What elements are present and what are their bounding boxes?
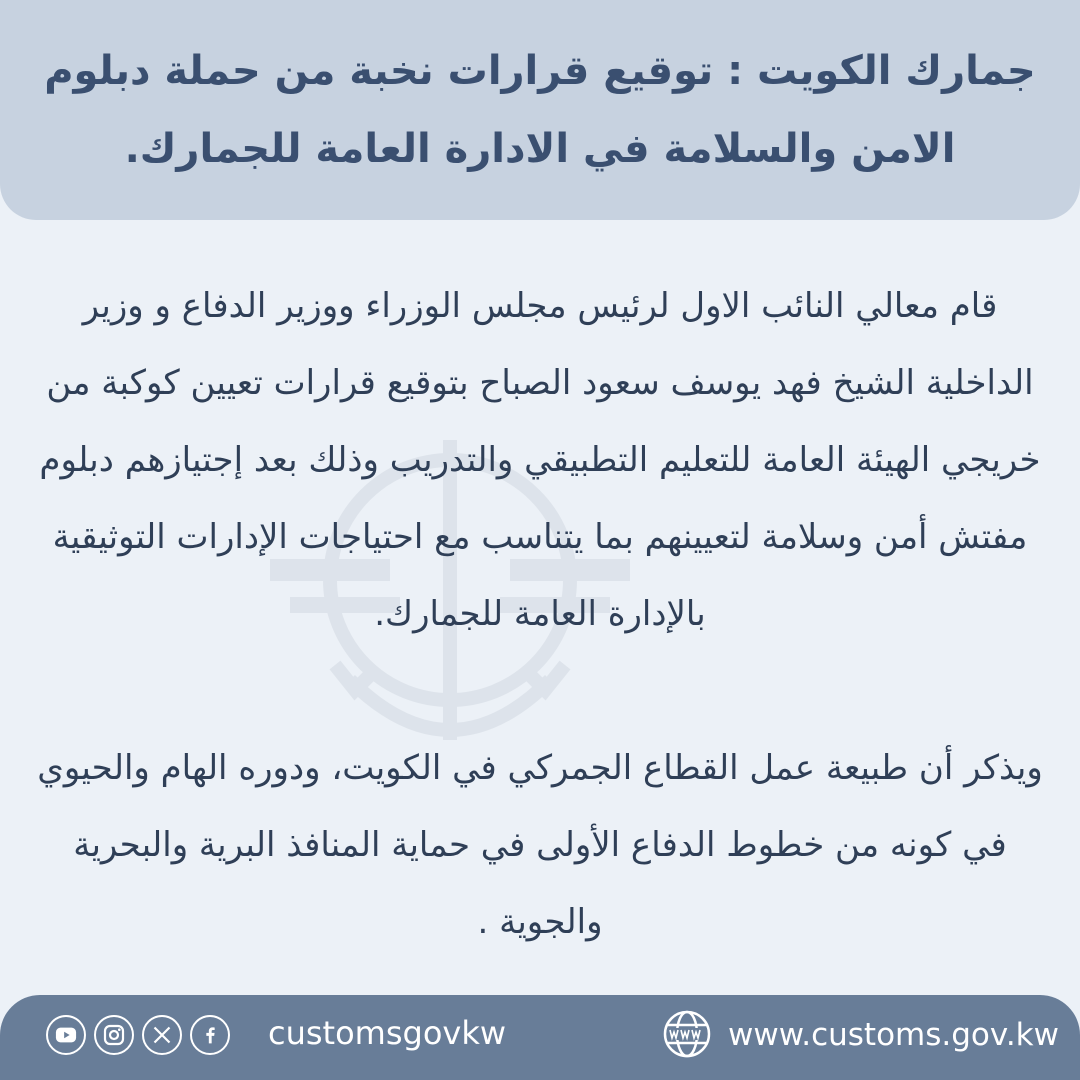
youtube-icon[interactable] [46,1015,86,1055]
social-handle[interactable]: customsgovkw [268,1014,507,1052]
social-links [46,1015,230,1055]
footer-bar [0,995,1080,1080]
article-body [30,268,1050,961]
article-paragraph: ويذكر أن طبيعة عمل القطاع الجمركي في الكويت، ودوره الهام والحيوي في كونه من خطوط الدفاع الأولى في حماية المنافذ البرية والبحرية والجوية . [37,748,1043,942]
article-paragraph: قام معالي النائب الاول لرئيس مجلس الوزراء ووزير الدفاع و وزير الداخلية الشيخ فهد يوسف سعود الصباح بتوقيع قرارات تعيين كوكبة من خريجي الهيئة العامة للتعليم التطبيقي والتدريب وذلك بعد إجتيازهم دبلوم مفتش أمن وسلامة لتعيينهم بما يتناسب مع احتياجات الإدارات التوثيقية بالإدارة العامة للجمارك. [39,286,1041,634]
globe-www-icon [662,1009,712,1059]
headline: جمارك الكويت : توقيع قرارات نخبة من حملة دبلوم الامن والسلامة في الادارة العامة للجمارك. [44,48,1036,172]
website-link[interactable]: www.customs.gov.kw [728,1017,1059,1053]
facebook-icon[interactable] [190,1015,230,1055]
headline-banner [0,0,1080,220]
instagram-icon[interactable] [94,1015,134,1055]
x-icon[interactable] [142,1015,182,1055]
